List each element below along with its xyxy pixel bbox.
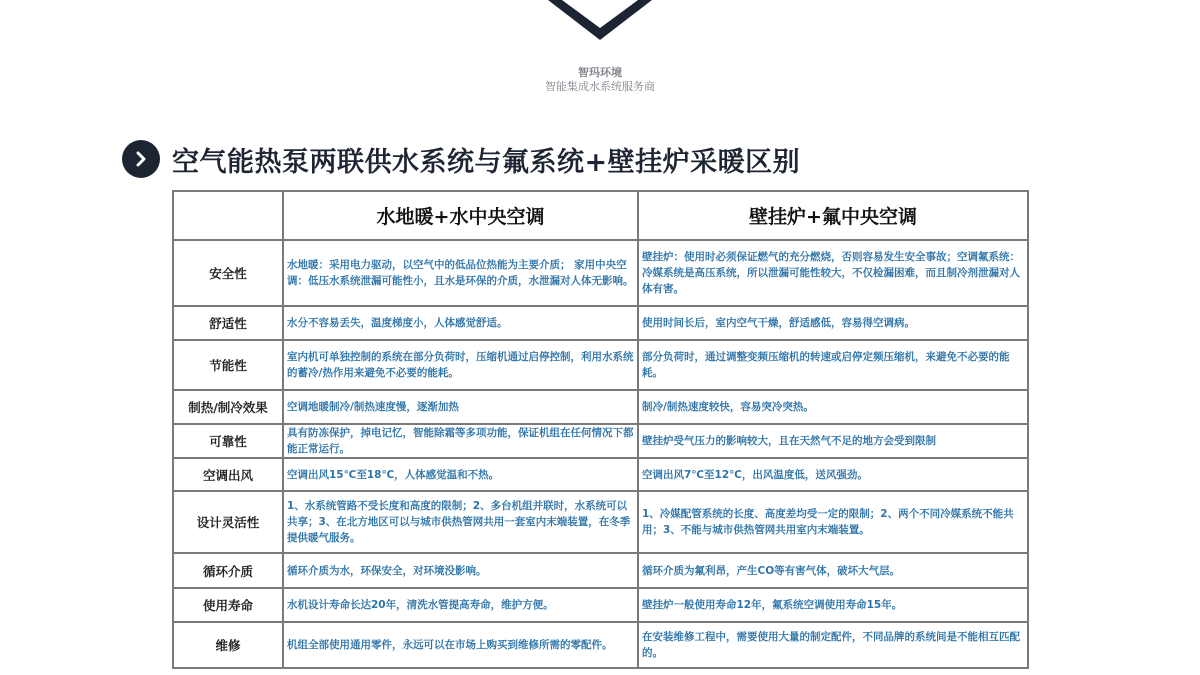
brand bbox=[0, 66, 1200, 94]
table-row bbox=[173, 240, 1028, 306]
table-cell: 壁挂炉：使用时必须保证燃气的充分燃烧，否则容易发生安全事故；空调氟系统：冷媒系统是高压系统，所以泄漏可能性较大，不仅检漏困难，而且制冷剂泄漏对人体有害。 bbox=[638, 240, 1028, 306]
table-cell: 1、水系统管路不受长度和高度的限制；2、多台机组并联时，水系统可以共享；3、在北方地区可以与城市供热管网共用一套室内末端装置，在冬季提供暖气服务。 bbox=[283, 491, 638, 553]
table-cell: 空调出风15℃至18℃，人体感觉温和不热。 bbox=[283, 458, 638, 491]
table-cell: 具有防冻保护，掉电记忆，智能除霜等多项功能，保证机组在任何情况下都能正常运行。 bbox=[283, 424, 638, 458]
row-label: 维修 bbox=[173, 622, 283, 668]
table-corner-cell bbox=[173, 191, 283, 240]
table-cell: 机组全部使用通用零件，永远可以在市场上购买到维修所需的零配件。 bbox=[283, 622, 638, 668]
table-cell: 水分不容易丢失，温度梯度小，人体感觉舒适。 bbox=[283, 306, 638, 340]
table-cell: 制冷/制热速度较快，容易突冷突热。 bbox=[638, 390, 1028, 424]
brand-name: 智玛环境 bbox=[578, 66, 622, 79]
table-row bbox=[173, 390, 1028, 424]
comparison-table bbox=[172, 190, 1029, 669]
row-label: 空调出风 bbox=[173, 458, 283, 491]
column-header-water-system: 水地暖+水中央空调 bbox=[283, 191, 638, 240]
row-label: 循环介质 bbox=[173, 553, 283, 588]
column-header-fluorine-system: 壁挂炉+氟中央空调 bbox=[638, 191, 1028, 240]
table-row bbox=[173, 553, 1028, 588]
row-label: 设计灵活性 bbox=[173, 491, 283, 553]
row-label: 使用寿命 bbox=[173, 588, 283, 622]
table-header-row bbox=[173, 191, 1028, 240]
table-row bbox=[173, 458, 1028, 491]
row-label: 舒适性 bbox=[173, 306, 283, 340]
table-row bbox=[173, 306, 1028, 340]
table-cell: 使用时间长后，室内空气干燥，舒适感低，容易得空调病。 bbox=[638, 306, 1028, 340]
row-label: 安全性 bbox=[173, 240, 283, 306]
page-title: 空气能热泵两联供水系统与氟系统+壁挂炉采暖区别 bbox=[172, 146, 801, 178]
table-cell: 水机设计寿命长达20年，清洗水管提高寿命，维护方便。 bbox=[283, 588, 638, 622]
title-row bbox=[122, 140, 800, 178]
table-cell: 循环介质为水，环保安全，对环境没影响。 bbox=[283, 553, 638, 588]
table-row bbox=[173, 491, 1028, 553]
chevron-down-icon bbox=[548, 0, 652, 44]
table-cell: 循环介质为氟利昂，产生CO等有害气体，破坏大气层。 bbox=[638, 553, 1028, 588]
table-cell: 室内机可单独控制的系统在部分负荷时，压缩机通过启停控制，利用水系统的蓄冷/热作用来避免不必要的能耗。 bbox=[283, 340, 638, 390]
table-cell: 1、冷媒配管系统的长度、高度差均受一定的限制；2、两个不同冷媒系统不能共用；3、不能与城市供热管网共用室内末端装置。 bbox=[638, 491, 1028, 553]
table-cell: 壁挂炉受气压力的影响较大，且在天然气不足的地方会受到限制 bbox=[638, 424, 1028, 458]
table-row bbox=[173, 588, 1028, 622]
table-cell: 空调出风7℃至12℃，出风温度低，送风强劲。 bbox=[638, 458, 1028, 491]
table-cell: 壁挂炉一般使用寿命12年，氟系统空调使用寿命15年。 bbox=[638, 588, 1028, 622]
table-row bbox=[173, 622, 1028, 668]
table-cell: 空调地暖制冷/制热速度慢，逐渐加热 bbox=[283, 390, 638, 424]
chevron-right-icon bbox=[122, 140, 160, 178]
brand-tagline: 智能集成水系统服务商 bbox=[545, 80, 655, 93]
table-row bbox=[173, 424, 1028, 458]
table-cell: 在安装维修工程中，需要使用大量的制定配件，不同品牌的系统间是不能相互匹配的。 bbox=[638, 622, 1028, 668]
row-label: 制热/制冷效果 bbox=[173, 390, 283, 424]
table-cell: 水地暖：采用电力驱动，以空气中的低品位热能为主要介质； 家用中央空调：低压水系统泄漏可能性小，且水是环保的介质，水泄漏对人体无影响。 bbox=[283, 240, 638, 306]
table-row bbox=[173, 340, 1028, 390]
table-cell: 部分负荷时，通过调整变频压缩机的转速或启停定频压缩机，来避免不必要的能耗。 bbox=[638, 340, 1028, 390]
row-label: 节能性 bbox=[173, 340, 283, 390]
row-label: 可靠性 bbox=[173, 424, 283, 458]
